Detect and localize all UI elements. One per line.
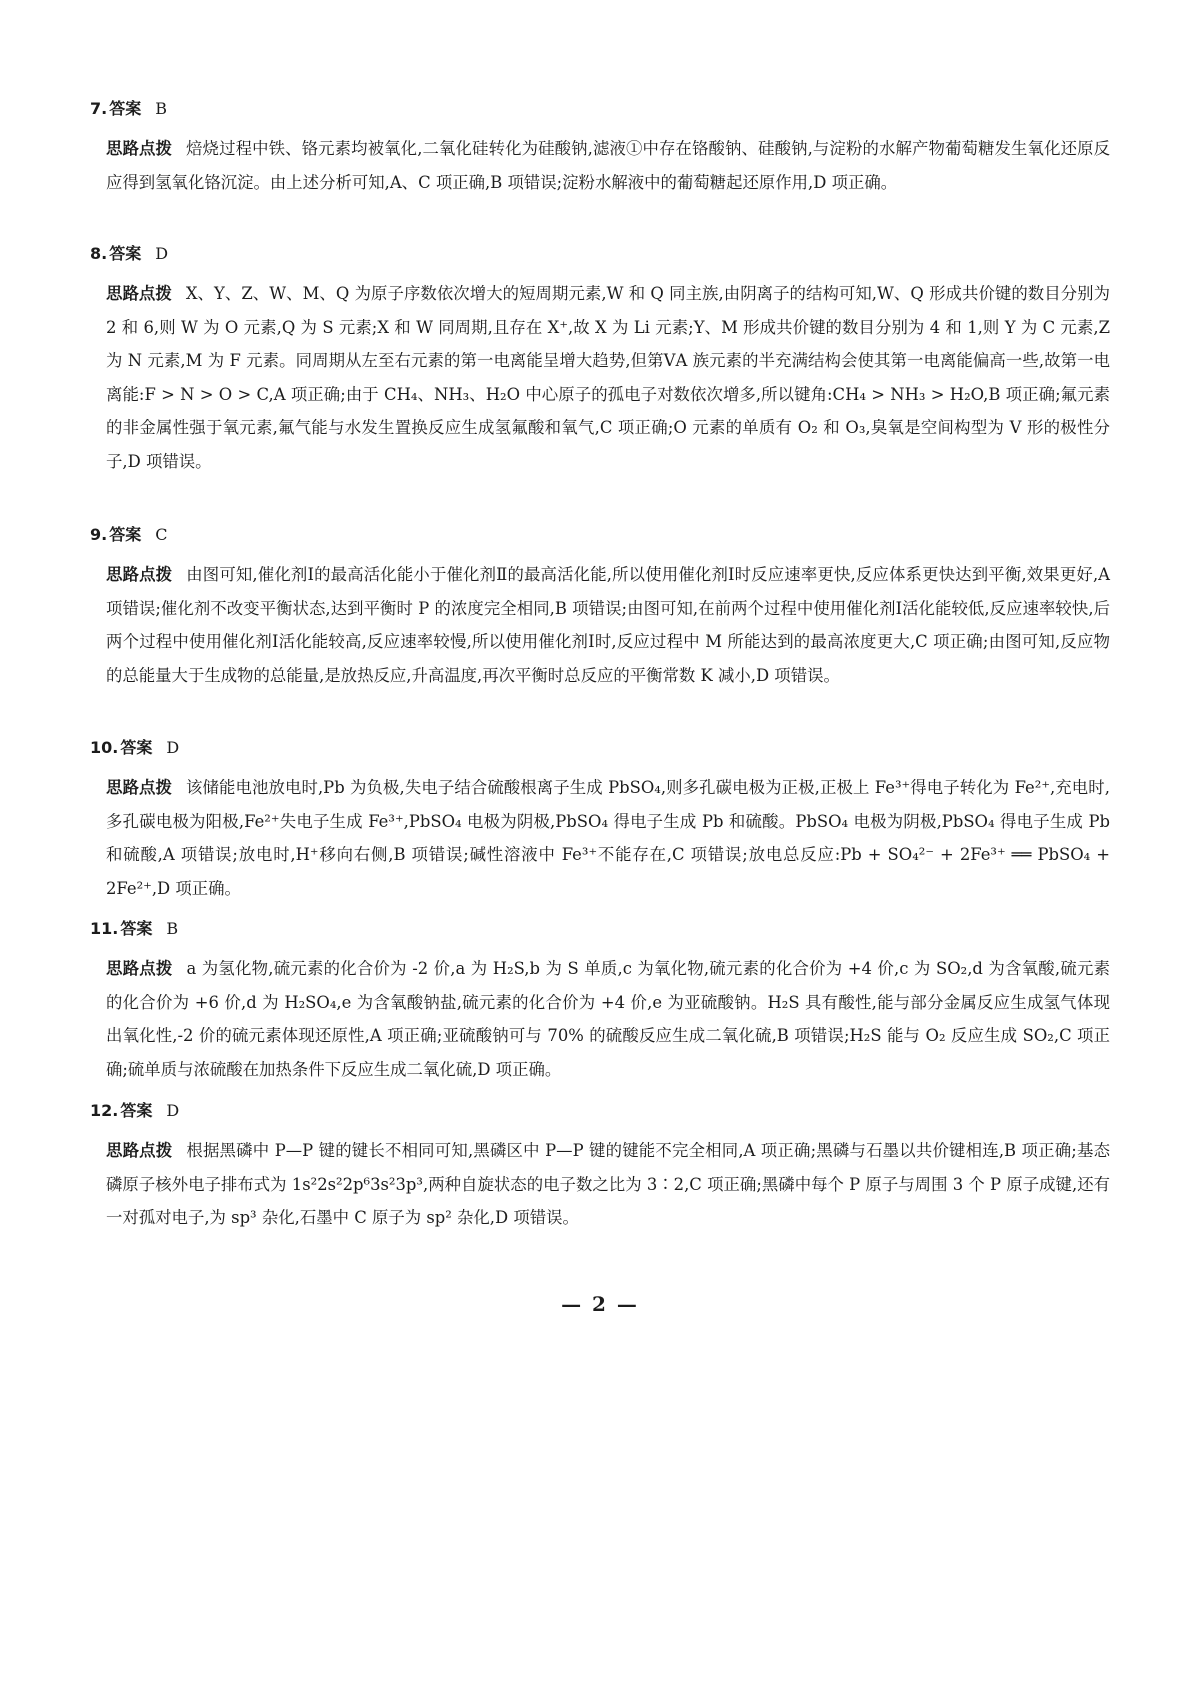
hint-label: 思路点拨: [106, 959, 173, 978]
question-7: [90, 98, 1110, 199]
answer-line: [90, 243, 1110, 265]
question-9: [90, 524, 1110, 692]
hint-label: 思路点拨: [106, 139, 173, 158]
explanation: [90, 952, 1110, 1086]
answer-label: 答案: [109, 525, 142, 544]
answer-key: B: [166, 919, 179, 938]
question-number: 11.: [90, 919, 119, 938]
answer-key: D: [166, 1101, 180, 1120]
question-10: [90, 737, 1110, 905]
answer-line: [90, 524, 1110, 546]
question-number: 9.: [90, 525, 108, 544]
answer-label: 答案: [109, 244, 142, 263]
answer-key: B: [155, 99, 167, 118]
explanation: [90, 132, 1110, 199]
question-8: [90, 243, 1110, 478]
answer-label: 答案: [109, 99, 142, 118]
explanation: [90, 558, 1110, 692]
explanation-text: X、Y、Z、W、M、Q 为原子序数依次增大的短周期元素,W 和 Q 同主族,由阴离子的结构可知,W、Q 形成共价键的数目分别为 2 和 6,则 W 为 O 元素,Q 为 S 元素;X 和 W 同周期,且存在 X⁺,故 X 为 Li 元素;Y、M 形成共价键的数目分别为 4 和 1,则 Y 为 C 元素,Z 为 N 元素,M 为 F 元素。同周期从左至右元素的第一电离能呈增大趋势,但第ⅤA 族元素的半充满结构会使其第一电离能偏高一些,故第一电离能:F > N > O > C,A 项正确;由于 CH₄、NH₃、H₂O 中心原子的孤电子对数依次增多,所以键角:CH₄ > NH₃ > H₂O,B 项正确;氟元素的非金属性强于氧元素,氟气能与水发生置换反应生成氢氟酸和氧气,C 项正确;O 元素的单质有 O₂ 和 O₃,臭氧是空间构型为 V 形的极性分子,D 项错误。: [106, 284, 1110, 471]
answer-line: [90, 737, 1110, 759]
hint-label: 思路点拨: [106, 565, 173, 584]
answer-line: [90, 1100, 1110, 1122]
explanation: [90, 277, 1110, 478]
explanation: [90, 771, 1110, 905]
question-number: 12.: [90, 1101, 119, 1120]
question-12: [90, 1100, 1110, 1235]
hint-label: 思路点拨: [106, 284, 172, 303]
answer-key: C: [155, 525, 168, 544]
explanation-text: 该储能电池放电时,Pb 为负极,失电子结合硫酸根离子生成 PbSO₄,则多孔碳电极为正极,正极上 Fe³⁺得电子转化为 Fe²⁺,充电时,多孔碳电极为阳极,Fe²⁺失电子生成 Fe³⁺,PbSO₄ 电极为阴极,PbSO₄ 得电子生成 Pb 和硫酸。PbSO₄ 电极为阴极,PbSO₄ 得电子生成 Pb 和硫酸,A 项错误;放电时,H⁺移向右侧,B 项错误;碱性溶液中 Fe³⁺不能存在,C 项错误;放电总反应:Pb + SO₄²⁻ + 2Fe³⁺ ══ PbSO₄ + 2Fe²⁺,D 项正确。: [106, 778, 1110, 898]
explanation-text: 由图可知,催化剂Ⅰ的最高活化能小于催化剂Ⅱ的最高活化能,所以使用催化剂Ⅰ时反应速率更快,反应体系更快达到平衡,效果更好,A 项错误;催化剂不改变平衡状态,达到平衡时 P 的浓度完全相同,B 项错误;由图可知,在前两个过程中使用催化剂Ⅰ活化能较低,反应速率较快,后两个过程中使用催化剂Ⅰ活化能较高,反应速率较慢,所以使用催化剂Ⅰ时,反应过程中 M 所能达到的最高浓度更大,C 项正确;由图可知,反应物的总能量大于生成物的总能量,是放热反应,升高温度,再次平衡时总反应的平衡常数 K 减小,D 项错误。: [106, 565, 1111, 685]
answer-key: D: [155, 244, 169, 263]
question-number: 10.: [90, 738, 119, 757]
question-11: [90, 918, 1110, 1086]
hint-label: 思路点拨: [106, 778, 172, 797]
hint-label: 思路点拨: [106, 1141, 173, 1160]
answer-label: 答案: [120, 1101, 153, 1120]
explanation: [90, 1134, 1110, 1235]
question-number: 8.: [90, 244, 108, 263]
answer-line: [90, 918, 1110, 940]
question-number: 7.: [90, 99, 108, 118]
answer-label: 答案: [120, 919, 153, 938]
explanation-text: a 为氢化物,硫元素的化合价为 -2 价,a 为 H₂S,b 为 S 单质,c 为氧化物,硫元素的化合价为 +4 价,c 为 SO₂,d 为含氧酸,硫元素的化合价为 +6 价,d 为 H₂SO₄,e 为含氧酸钠盐,硫元素的化合价为 +4 价,e 为亚硫酸钠。H₂S 具有酸性,能与部分金属反应生成氢气体现出氧化性,-2 价的硫元素体现还原性,A 项正确;亚硫酸钠可与 70% 的硫酸反应生成二氧化硫,B 项错误;H₂S 能与 O₂ 反应生成 SO₂,C 项正确;硫单质与浓硫酸在加热条件下反应生成二氧化硫,D 项正确。: [106, 959, 1110, 1079]
answer-line: [90, 98, 1110, 120]
answer-key: D: [166, 738, 180, 757]
explanation-text: 焙烧过程中铁、铬元素均被氧化,二氧化硅转化为硅酸钠,滤液①中存在铬酸钠、硅酸钠,与淀粉的水解产物葡萄糖发生氧化还原反应得到氢氧化铬沉淀。由上述分析可知,A、C 项正确,B 项错误;淀粉水解液中的葡萄糖起还原作用,D 项正确。: [106, 139, 1110, 192]
answer-label: 答案: [120, 738, 153, 757]
page-number: — 2 —: [561, 1292, 639, 1316]
explanation-text: 根据黑磷中 P—P 键的键长不相同可知,黑磷区中 P—P 键的键能不完全相同,A 项正确;黑磷与石墨以共价键相连,B 项正确;基态磷原子核外电子排布式为 1s²2s²2p⁶3s²3p³,两种自旋状态的电子数之比为 3∶2,C 项正确;黑磷中每个 P 原子与周围 3 个 P 原子成键,还有一对孤对电子,为 sp³ 杂化,石墨中 C 原子为 sp² 杂化,D 项错误。: [106, 1141, 1110, 1227]
